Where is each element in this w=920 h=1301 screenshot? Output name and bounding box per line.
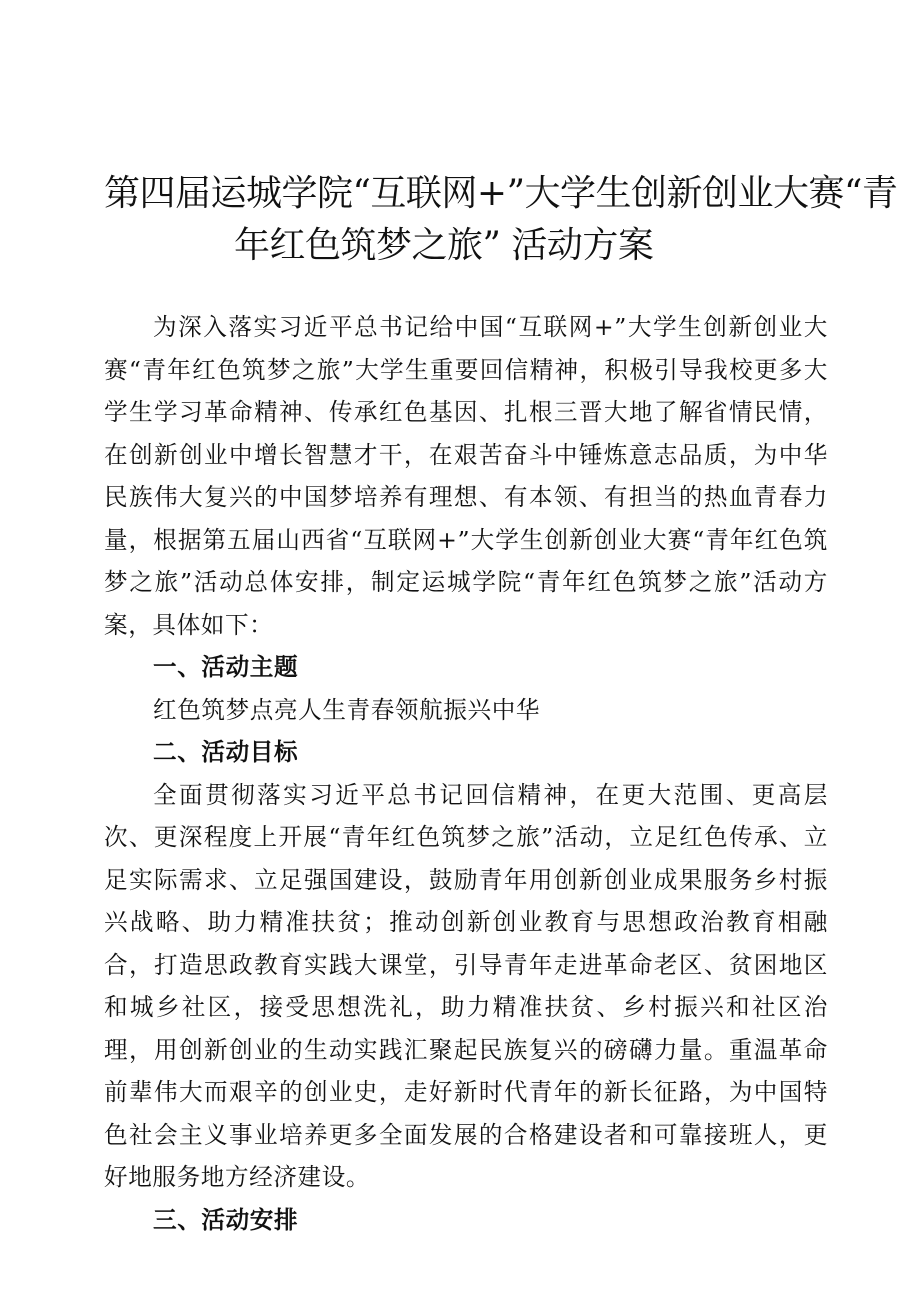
title-line-1: 第四届运城学院“互联网+”大学生创新创业大赛“青 (104, 173, 898, 214)
intro-paragraph: 为深入落实习近平总书记给中国“互联网+”大学生创新创业大赛“青年红色筑梦之旅”大学生重要回信精神，积极引导我校更多大学生学习革命精神、传承红色基因、扎根三晋大地了解省情民情，在创新创业中增长智慧才干，在艰苦奋斗中锤炼意志品质，为中华民族伟大复兴的中国梦培养有理想、有本领、有担当的热血青春力量，根据第五届山西省“互联网+”大学生创新创业大赛“青年红色筑梦之旅”活动总体安排，制定运城学院“青年红色筑梦之旅”活动方案，具体如下： (104, 313, 828, 639)
section-heading-theme: 一、活动主题 (153, 653, 299, 681)
section-heading-goals: 二、活动目标 (153, 738, 299, 766)
section-heading-arrangement: 三、活动安排 (153, 1205, 299, 1234)
document-body (104, 306, 828, 1241)
document-title (104, 168, 898, 272)
theme-text: 红色筑梦点亮人生青春领航振兴中华 (153, 695, 541, 724)
goals-paragraph: 全面贯彻落实习近平总书记回信精神，在更大范围、更高层次、更深程度上开展“青年红色筑梦之旅”活动，立足红色传承、立足实际需求、立足强国建设，鼓励青年用创新创业成果服务乡村振兴战略、助力精准扶贫；推动创新创业教育与思想政治教育相融合，打造思政教育实践大课堂，引导青年走进革命老区、贫困地区和城乡社区，接受思想洗礼，助力精准扶贫、乡村振兴和社区治理，用创新创业的生动实践汇聚起民族复兴的磅礴力量。重温革命前辈伟大而艰辛的创业史，走好新时代青年的新长征路，为中国特色社会主义事业培养更多全面发展的合格建设者和可靠接班人，更好地服务地方经济建设。 (104, 780, 828, 1191)
title-line-2: 年红色筑梦之旅” 活动方案 (234, 225, 654, 266)
